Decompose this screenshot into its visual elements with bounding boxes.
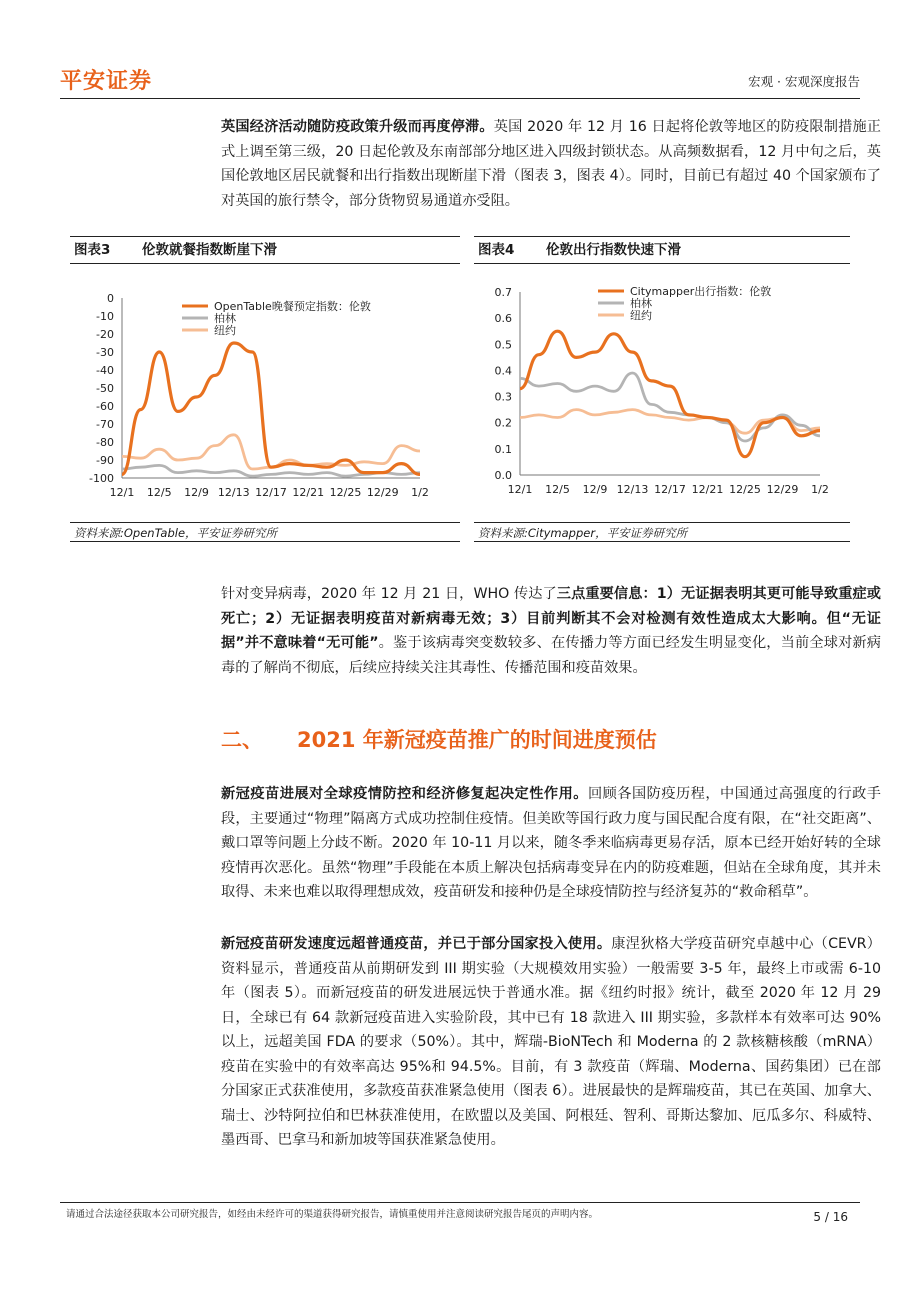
y-tick-label: -80 [96,436,114,449]
paragraph-body: 回顾各国防疫历程，中国通过高强度的行政手段，主要通过“物理”隔离方式成功控制住疫情。但美欧等国行政力度与国民配合度有限，在“社交距离”、戴口罩等问题上分歧不断。2020 年 10-11 月以来，随冬季来临病毒更易存活，原本已经开始好转的全球疫情再次恶化。虽然“物理”手段能在本质上解决包括病毒变异在内的防疫难题，但站在全球角度，其并未取得、未来也难以取得理想成效，疫苗研发和接种仍是全球疫情防控与经济复苏的“救命稻草”。 [221,786,881,900]
x-tick-label: 12/21 [691,483,724,496]
paragraph-who-info [221,582,881,680]
y-tick-label: -50 [96,382,114,395]
section-heading [221,724,657,754]
x-tick-label: 12/1 [109,486,135,499]
series-line-1 [122,343,420,474]
figure4-header [474,236,850,264]
y-tick-label: 0.5 [494,338,512,352]
legend-label: 纽约 [214,324,236,337]
series-line-3 [122,435,420,469]
y-tick-label: 0.7 [494,286,512,299]
y-tick-label: -20 [96,328,114,341]
series-line-2 [520,373,820,441]
header-divider [60,98,860,99]
y-tick-label: 0.0 [494,469,512,482]
paragraph-lead: 英国经济活动随防疫政策升级而再度停滞。 [221,119,494,135]
y-tick-label: -60 [96,400,114,413]
x-tick-label: 12/5 [146,486,172,499]
legend-label: 柏林 [630,297,652,310]
figure4-source: 资料来源:Citymapper，平安证券研究所 [474,522,850,542]
paragraph-body: 针对变异病毒，2020 年 12 月 21 日，WHO 传达了 [221,586,557,602]
paragraph-vaccine-progress [221,932,881,1153]
x-tick-label: 1/2 [811,483,829,496]
x-tick-label: 12/21 [292,486,325,499]
section-number: 二、 [221,728,263,752]
page-number: 5 / 16 [813,1210,848,1224]
x-tick-label: 12/25 [729,483,761,496]
y-tick-label: 0 [107,292,114,305]
legend-label: 柏林 [214,312,236,325]
paragraph-lead: 新冠疫苗进展对全球疫情防控和经济修复起决定性作用。 [221,786,588,802]
series-line-1 [520,331,820,457]
x-tick-label: 1/2 [411,486,429,499]
figure3-number: 图表3 [74,242,111,258]
x-tick-label: 12/29 [766,483,799,496]
company-logo: 平安证券 [60,69,153,94]
x-tick-label: 12/1 [507,483,533,496]
legend-label: 纽约 [630,309,652,322]
y-tick-label: 0.2 [494,416,512,430]
figure4-title: 伦敦出行指数快速下滑 [546,242,681,258]
y-tick-label: -90 [96,454,114,467]
x-tick-label: 12/29 [366,486,399,499]
y-tick-label: 0.4 [494,364,512,378]
y-tick-label: -100 [89,472,114,485]
x-tick-label: 12/17 [654,483,686,496]
y-tick-label: 0.6 [494,312,512,326]
legend-label: OpenTable晚餐预定指数：伦敦 [214,300,371,313]
x-tick-label: 12/13 [616,483,649,496]
y-tick-label: -30 [96,346,114,359]
figure3-title: 伦敦就餐指数断崖下滑 [142,242,277,258]
y-tick-label: 0.3 [494,390,512,404]
figure4-number: 图表4 [478,242,515,258]
x-tick-label: 12/17 [255,486,287,499]
x-tick-label: 12/13 [217,486,250,499]
paragraph-uk-activity [221,115,881,213]
x-tick-label: 12/25 [329,486,362,499]
paragraph-emphasis: 三点重要信息：1）无证据表明其更可能导致重症或死亡；2）无证据表明疫苗对新病毒无效；3）目前判断其不会对检测有效性造成太大影响。但“无证据”并不意味着“无可能” [221,586,881,651]
footer-disclaimer: 请通过合法途径获取本公司研究报告，如经由未经许可的渠道获得研究报告，请慎重使用并注意阅读研究报告尾页的声明内容。 [66,1209,599,1220]
x-tick-label: 12/9 [582,483,608,496]
y-tick-label: -40 [96,364,114,377]
section-title: 2021 年新冠疫苗推广的时间进度预估 [297,728,657,752]
paragraph-body: 。鉴于该病毒突变数较多、在传播力等方面已经发生明显变化，当前全球对新病毒的了解尚不彻底，后续应持续关注其毒性、传播范围和疫苗效果。 [221,635,881,676]
figure3-source: 资料来源:OpenTable，平安证券研究所 [70,522,460,542]
figure4-chart [474,270,850,520]
footer-divider [60,1202,860,1203]
paragraph-body: 康涅狄格大学疫苗研究卓越中心（CEVR）资料显示，普通疫苗从前期研发到 III 期实验（大规模效用实验）一般需要 3-5 年，最终上市或需 6-10 年（图表 5）。而新冠疫苗的研发进展远快于普通水准。据《纽约时报》统计，截至 2020 年 12 月 29 日，全球已有 64 款新冠疫苗进入实验阶段，其中已有 18 款进入 III 期实验，多款样本有效率可达 90%以上，远超美国 FDA 的要求（50%）。其中，辉瑞-BioNTech 和 Moderna 的 2 款核糖核酸（mRNA）疫苗在实验中的有效率高达 95%和 94.5%。目前，有 3 款疫苗（辉瑞、Moderna、国药集团）已在部分国家正式获准使用，多款疫苗获准紧急使用（图表 6）。进展最快的是辉瑞疫苗，其已在英国、加拿大、瑞士、沙特阿拉伯和巴林获准使用，在欧盟以及美国、阿根廷、智利、哥斯达黎加、厄瓜多尔、科威特、墨西哥、巴拿马和新加坡等国获准紧急使用。 [221,936,881,1148]
paragraph-body: 英国 2020 年 12 月 16 日起将伦敦等地区的防疫限制措施正式上调至第三级，20 日起伦敦及东南部部分地区进入四级封锁状态。从高频数据看，12 月中旬之后，英国伦敦地区居民就餐和出行指数出现断崖下滑（图表 3，图表 4）。同时，目前已有超过 40 个国家颁布了对英国的旅行禁令，部分货物贸易通道亦受阻。 [221,119,881,209]
y-tick-label: -10 [96,310,114,323]
paragraph-lead: 新冠疫苗研发速度远超普通疫苗，并已于部分国家投入使用。 [221,936,612,952]
report-category: 宏观 · 宏观深度报告 [748,74,860,89]
figure3-header [70,236,460,264]
paragraph-vaccine-importance [221,782,881,905]
y-tick-label: 0.1 [494,442,512,456]
x-tick-label: 12/5 [545,483,570,496]
y-tick-label: -70 [96,418,114,431]
legend-label: Citymapper出行指数：伦敦 [630,285,772,298]
x-tick-label: 12/9 [184,486,209,499]
figure3-chart [70,270,460,520]
